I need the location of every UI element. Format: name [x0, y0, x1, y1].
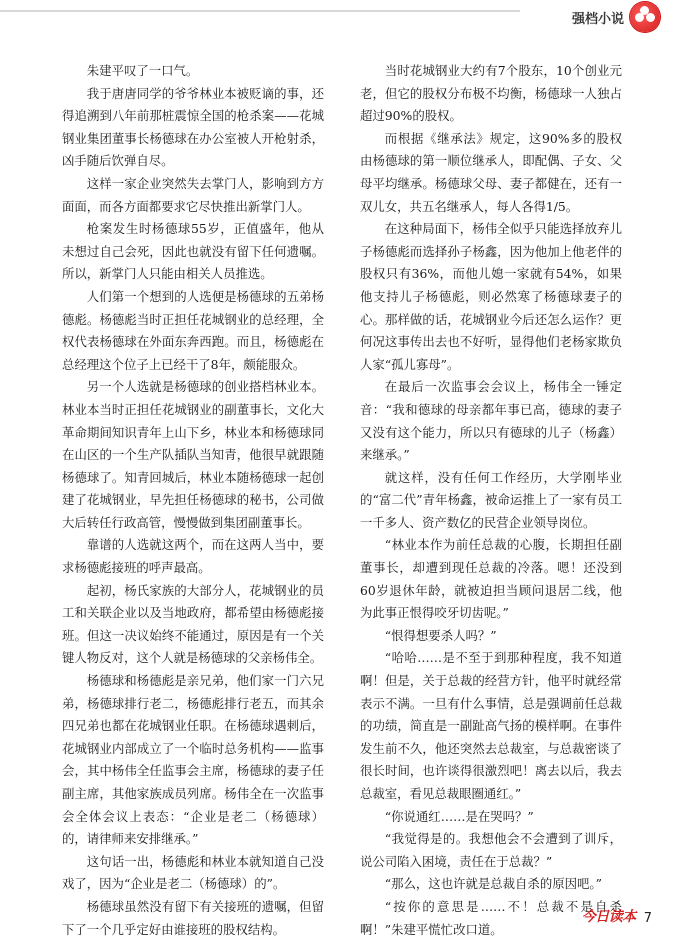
page-footer: [582, 906, 652, 926]
right-column: [360, 60, 622, 941]
paragraph: “那么，这也许就是总裁自杀的原因吧。”: [384, 876, 602, 892]
page-number: 7: [643, 911, 652, 926]
paragraph: 我于唐唐同学的爷爷林业本被贬谪的事，还得追溯到八年前那桩震惊全国的枪杀案——花城钢业集团董事长杨德球在办公室被人开枪射杀，凶手随后饮弹自尽。: [62, 85, 324, 169]
paragraph: 杨德球虽然没有留下有关接班的遗嘱，但留下了一个几乎定好由谁接班的股权结构。: [62, 898, 324, 937]
section-title: 强档小说: [571, 11, 624, 27]
paragraph: 在这种局面下，杨伟全似乎只能选择放弃儿子杨德彪而选择孙子杨鑫，因为他加上他老伴的股权只有36%，而他儿媳一家就有54%，如果他支持儿子杨德彪，则必然寒了杨德球妻子的心。那样做的话，花城钢业今后还怎么运作？更何况这事传出去也不好听，显得他们老杨家欺负人家“孤儿寡母”。: [360, 221, 622, 372]
paragraph: “我觉得是的。我想他会不会遭到了训斥，说公司陷入困境，责任在于总裁？”: [360, 831, 622, 869]
paragraph: 这样一家企业突然失去掌门人，影响到方方面面，而各方面都要求它尽快推出新掌门人。: [62, 175, 324, 214]
paragraph: 当时花城钢业大约有7个股东，10个创业元老，但它的股权分布极不均衡，杨德球一人独占超过90%的股权。: [360, 63, 622, 124]
paragraph: “你说通红……是在哭吗？”: [384, 808, 534, 824]
paragraph: “哈哈……是不至于到那种程度，我不知道啊！但是，关于总裁的经营方针，他平时就经常表示不满。一旦有什么事情，总是强调前任总裁的功绩，简直是一副趾高气扬的模样啊。在事件发生前不久，他还突然去总裁室，与总裁密谈了很长时间，也许谈得很激烈吧！离去以后，我去总裁室，看见总裁眼圈通红。”: [360, 650, 622, 801]
paragraph: 这句话一出，杨德彪和林业本就知道自己没戏了，因为“企业是老二（杨德球）的”。: [62, 853, 324, 892]
paragraph: 朱建平叹了一口气。: [86, 63, 199, 78]
header-rule: [0, 10, 520, 12]
page-header: [572, 2, 660, 32]
paragraph: 靠谱的人选就这两个，而在这两人当中，要求杨德彪接班的呼声最高。: [62, 537, 324, 576]
paragraph: 枪案发生时杨德球55岁，正值盛年，他从未想过自己会死，因此也就没有留下任何遗嘱。所以，新掌门人只能由相关人员推选。: [62, 221, 324, 282]
paragraph: 起初，杨氏家族的大部分人，花城钢业的员工和关联企业以及当地政府，都希望由杨德彪接班。但这一决议始终不能通过，原因是有一个关键人物反对，这个人就是杨德球的父亲杨伟全。: [62, 582, 324, 666]
paragraph: 杨德球和杨德彪是亲兄弟，他们家一门六兄弟，杨德球排行老二，杨德彪排行老五，而其余四兄弟也都在花城钢业任职。在杨德球遇刺后，花城钢业内部成立了一个临时总务机构——监事会，其中杨伟全任监事会主席，杨德球的妻子任副主席，其他家族成员列席。杨伟全在一次监事会全体会议上表态：“企业是老二（杨德球）的，请律师来安排继承。”: [62, 673, 324, 847]
section-logo-icon: [630, 2, 660, 32]
paragraph: 另一个人选就是杨德球的创业搭档林业本。林业本当时正担任花城钢业的副董事长，文化大革命期间知识青年上山下乡，林业本和杨德球同在山区的一个生产队插队当知青，他很早就跟随杨德球了。知青回城后，林业本随杨德球一起创建了花城钢业，早先担任杨德球的秘书，公司做大后转任行政高管，慢慢做到集团副董事长。: [62, 379, 324, 530]
paragraph: 在最后一次监事会会议上，杨伟全一锤定音：“我和德球的母亲都年事已高，德球的妻子又没有这个能力，所以只有德球的儿子（杨鑫）来继承。”: [360, 379, 622, 463]
paragraph: 而根据《继承法》规定，这90%多的股权由杨德球的第一顺位继承人，即配偶、子女、父母平均继承。杨德球父母、妻子都健在，还有一双儿女，共五名继承人，每人各得1/5。: [360, 130, 622, 214]
paragraph: 就这样，没有任何工作经历，大学刚毕业的“富二代”青年杨鑫，被命运推上了一家有员工一千多人、资产数亿的民营企业领导岗位。: [360, 469, 622, 530]
article-body: [62, 60, 622, 941]
paragraph: “恨得想要杀人吗？”: [384, 627, 497, 643]
magazine-logo: 今日读本: [581, 909, 636, 925]
left-column: [62, 60, 324, 941]
paragraph: “按你的意思是……不！总裁不是自杀啊！”朱建平慌忙改口道。: [360, 898, 622, 937]
paragraph: 人们第一个想到的人选便是杨德球的五弟杨德彪。杨德彪当时正担任花城钢业的总经理，全权代表杨德球在外面东奔西跑。而且，杨德彪在总经理这个位子上已经干了8年，颇能服众。: [62, 288, 324, 372]
paragraph: “林业本作为前任总裁的心腹，长期担任副董事长，却遭到现任总裁的冷落。嗯！还没到60岁退休年龄，就被迫担当顾问退居二线，他为此事正恨得咬牙切齿呢。”: [360, 537, 622, 621]
